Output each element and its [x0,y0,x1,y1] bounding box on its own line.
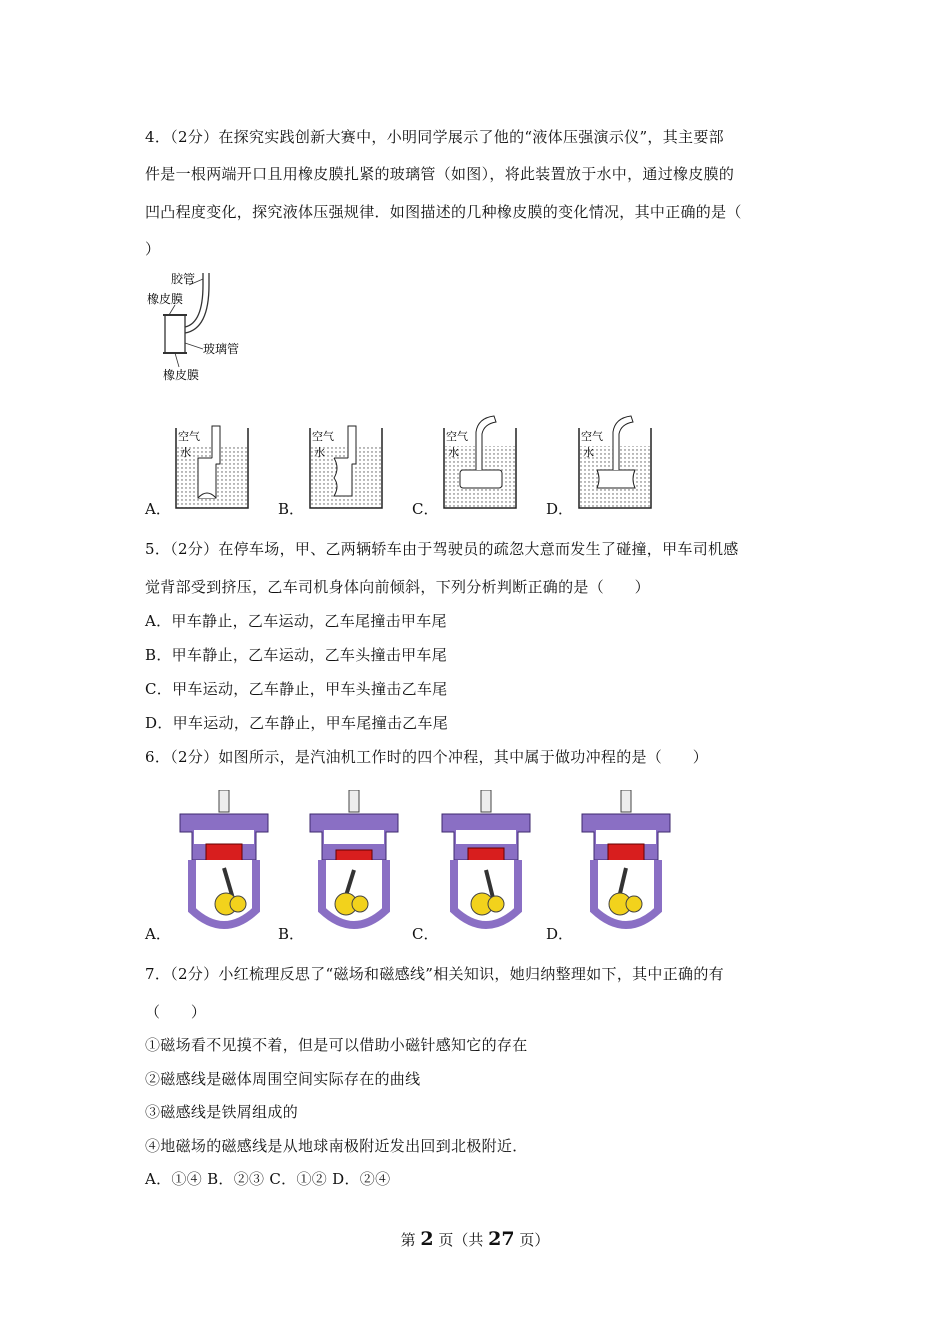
q4-option-a: A． [145,500,171,518]
beaker-b [306,418,388,510]
q4-option-c: C． [412,500,439,518]
label-membrane-top: 橡皮膜 [147,292,184,306]
beaker-c [440,412,522,510]
label-water: 水 [180,446,191,459]
label-glass: 玻璃管 [203,342,240,356]
q5-option-d: D．甲车运动，乙车静止，甲车尾撞击乙车尾 [145,714,449,732]
footer-mid: 页（共 [438,1231,484,1249]
q7-item-2: ②磁感线是磁体周围空间实际存在的曲线 [145,1070,421,1088]
label-air: 空气 [312,430,334,443]
q4-line-2: 件是一根两端开口且用橡皮膜扎紧的玻璃管（如图），将此装置放于水中，通过橡皮膜的 [145,165,735,183]
footer-page-number: 2 [420,1228,434,1250]
q4-option-d: D． [546,500,574,518]
q4-line-3: 凹凸程度变化，探究液体压强规律．如图描述的几种橡皮膜的变化情况，其中正确的是（ [145,203,742,221]
q7-item-4: ④地磁场的磁感线是从地球南极附近发出回到北极附近． [145,1137,528,1155]
q5-option-a: A．甲车静止，乙车运动，乙车尾撞击甲车尾 [145,612,447,630]
label-water: 水 [314,446,325,459]
q4-option-b: B． [278,500,305,518]
q5-option-b: B．甲车静止，乙车运动，乙车头撞击甲车尾 [145,646,448,664]
q5-option-c: C．甲车运动，乙车静止，甲车头撞击乙车尾 [145,680,448,698]
label-tube: 胶管 [171,272,196,286]
q7-line-1: 7．（2分）小红梳理反思了“磁场和磁感线”相关知识，她归纳整理如下，其中正确的有 [145,965,724,983]
beaker-a [172,418,254,510]
label-water: 水 [583,446,594,459]
q7-item-3: ③磁感线是铁屑组成的 [145,1103,299,1121]
q6-option-b: B． [278,925,305,943]
page-footer [0,1228,950,1250]
q4-line-4: ） [145,240,161,258]
pressure-device-figure [145,265,255,385]
q6-line: 6．（2分）如图所示，是汽油机工作时的四个冲程，其中属于做功冲程的是（ ） [145,748,708,766]
engine-c [438,790,534,940]
footer-pre: 第 [400,1231,416,1249]
label-air: 空气 [446,430,468,443]
footer-total-pages: 27 [488,1228,515,1250]
q6-option-d: D． [546,925,574,943]
footer-post: 页） [519,1231,550,1249]
beaker-d [575,412,657,510]
q6-option-a: A． [145,925,171,943]
q7-line-2: （ ） [145,1003,207,1021]
label-air: 空气 [178,430,200,443]
label-water: 水 [448,446,459,459]
q6-option-c: C． [412,925,439,943]
engine-a [176,790,272,940]
q4-line-1: 4．（2分）在探究实践创新大赛中，小明同学展示了他的“液体压强演示仪”，其主要部 [145,128,724,146]
q7-answer-options: A．①④ B．②③ C．①② D．②④ [145,1170,391,1188]
q5-line-2: 觉背部受到挤压，乙车司机身体向前倾斜，下列分析判断正确的是（ ） [145,578,650,596]
q5-line-1: 5．（2分）在停车场，甲、乙两辆轿车由于驾驶员的疏忽大意而发生了碰撞，甲车司机感 [145,540,739,558]
q7-item-1: ①磁场看不见摸不着，但是可以借助小磁针感知它的存在 [145,1036,528,1054]
engine-b [306,790,402,940]
engine-d [578,790,674,940]
label-membrane-bottom: 橡皮膜 [163,368,200,382]
label-air: 空气 [581,430,603,443]
